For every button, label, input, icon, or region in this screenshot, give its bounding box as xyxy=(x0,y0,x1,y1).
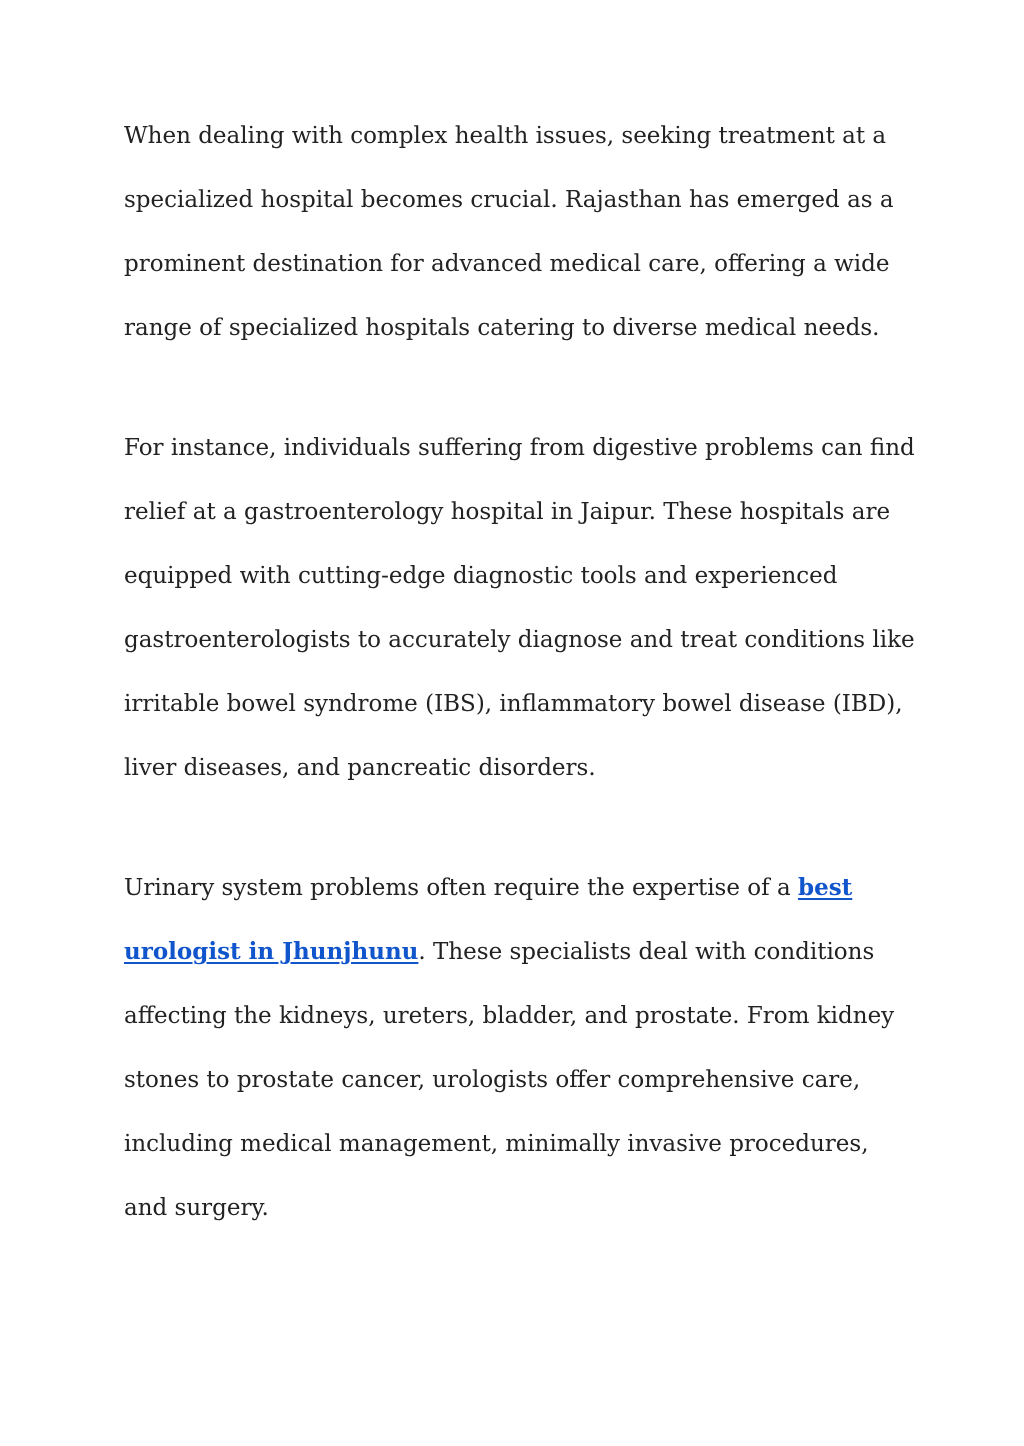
text-line: irritable bowel syndrome (IBS), inflammatory bowel disease (IBD), xyxy=(124,691,903,717)
text-line: affecting the kidneys, ureters, bladder, and prostate. From kidney xyxy=(124,1003,895,1029)
text-line: For instance, individuals suffering from digestive problems can find xyxy=(124,435,915,461)
paragraph-intro xyxy=(124,104,914,360)
urologist-link-part-1[interactable]: best xyxy=(797,874,853,901)
text-line: gastroenterologists to accurately diagnose and treat conditions like xyxy=(124,627,915,653)
text-run: . These specialists deal with conditions xyxy=(418,939,875,965)
text-line: and surgery. xyxy=(124,1195,269,1221)
text-line: liver diseases, and pancreatic disorders. xyxy=(124,755,596,781)
paragraph-urology xyxy=(124,856,914,1240)
text-line: range of specialized hospitals catering to diverse medical needs. xyxy=(124,315,880,341)
urologist-link-part-2[interactable]: urologist in Jhunjhunu xyxy=(124,938,419,965)
text-line: relief at a gastroenterology hospital in Jaipur. These hospitals are xyxy=(124,499,891,525)
text-line xyxy=(124,856,914,920)
text-line: equipped with cutting-edge diagnostic tools and experienced xyxy=(124,563,838,589)
text-line: stones to prostate cancer, urologists offer comprehensive care, xyxy=(124,1067,861,1093)
text-line xyxy=(124,920,914,984)
text-line: specialized hospital becomes crucial. Rajasthan has emerged as a xyxy=(124,187,894,213)
document-page xyxy=(124,104,914,1296)
text-run: Urinary system problems often require the expertise of a xyxy=(124,875,798,901)
text-line: including medical management, minimally invasive procedures, xyxy=(124,1131,869,1157)
text-line: prominent destination for advanced medical care, offering a wide xyxy=(124,251,890,277)
text-line: When dealing with complex health issues, seeking treatment at a xyxy=(124,123,887,149)
paragraph-gastroenterology xyxy=(124,416,914,800)
